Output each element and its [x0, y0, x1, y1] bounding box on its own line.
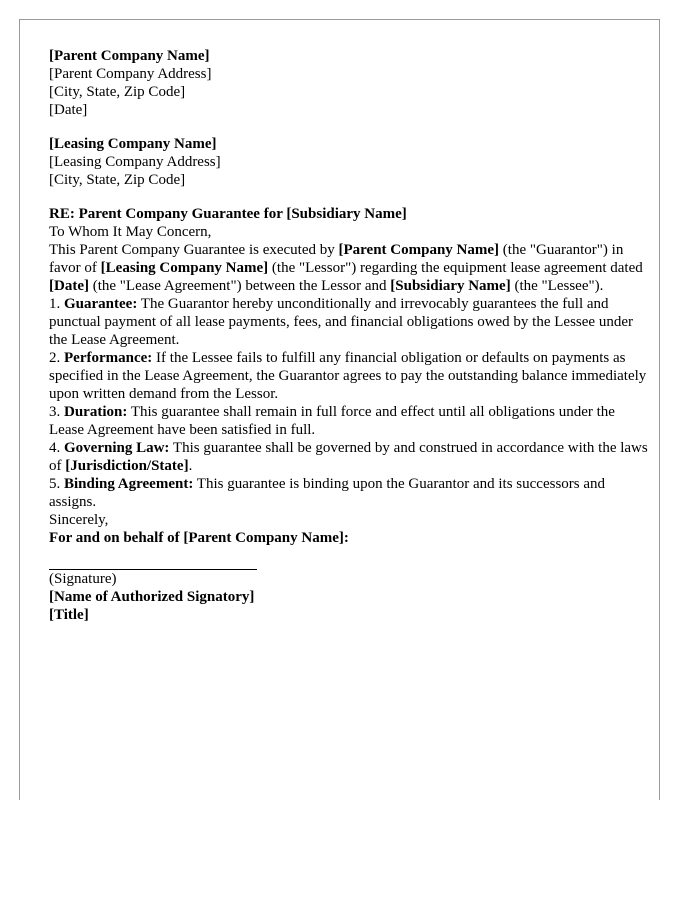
salutation: To Whom It May Concern,	[49, 224, 212, 240]
letter-body	[49, 47, 649, 624]
subject-line: RE: Parent Company Guarantee for [Subsidiary Name]	[49, 206, 407, 222]
clause-guarantee: 1. Guarantee: The Guarantor hereby unconditionally and irrevocably guarantees the full and punctual payment of all lease payments, fees, and financial obligations owed by the Lessee under the Lease Agreement.	[49, 296, 633, 348]
sender-name: [Parent Company Name]	[49, 48, 210, 64]
behalf-line: For and on behalf of [Parent Company Name]:	[49, 530, 349, 546]
recipient-block	[49, 135, 649, 189]
signatory-name: [Name of Authorized Signatory]	[49, 589, 255, 605]
signatory-title: [Title]	[49, 607, 89, 623]
letter-date: [Date]	[49, 102, 88, 118]
intro-paragraph: This Parent Company Guarantee is executed by [Parent Company Name] (the "Guarantor") in favor of [Leasing Company Name] (the "Lessor") regarding the equipment lease agreement dated [Date] (the "Lease Agreement") between the Lessor and [Subsidiary Name] (the "Lessee").	[49, 242, 643, 294]
sender-city: [City, State, Zip Code]	[49, 84, 186, 100]
signature-label: (Signature)	[49, 571, 117, 587]
recipient-address: [Leasing Company Address]	[49, 154, 221, 170]
clause-performance: 2. Performance: If the Lessee fails to fulfill any financial obligation or defaults on payments as specified in the Lease Agreement, the Guarantor agrees to pay the outstanding balance immediately upon written demand from the Lessor.	[49, 350, 647, 402]
clause-binding-agreement: 5. Binding Agreement: This guarantee is binding upon the Guarantor and its successors and assigns.	[49, 476, 606, 510]
sender-address: [Parent Company Address]	[49, 66, 212, 82]
recipient-city: [City, State, Zip Code]	[49, 172, 186, 188]
sender-block	[49, 47, 649, 119]
recipient-name: [Leasing Company Name]	[49, 136, 217, 152]
closing: Sincerely,	[49, 512, 109, 528]
clause-governing-law: 4. Governing Law: This guarantee shall be governed by and construed in accordance with the laws of [Jurisdiction/State].	[49, 440, 648, 474]
clause-duration: 3. Duration: This guarantee shall remain in full force and effect until all obligations under the Lease Agreement have been satisfied in full.	[49, 404, 615, 438]
